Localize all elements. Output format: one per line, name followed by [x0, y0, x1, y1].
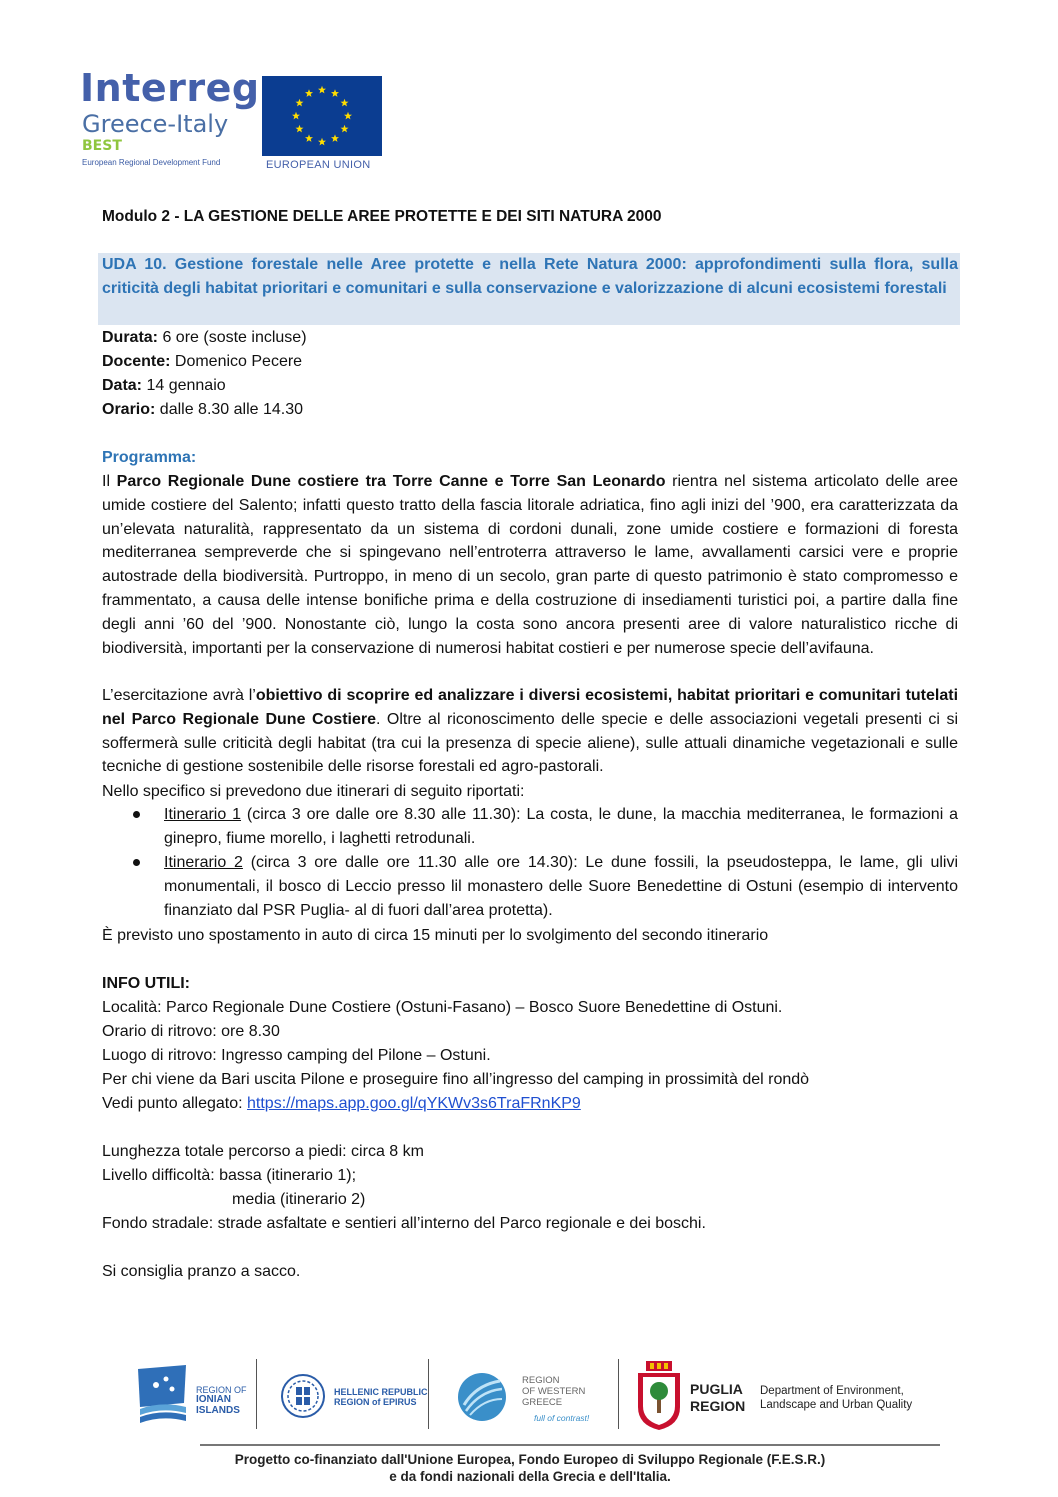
info-lunghezza: Lunghezza totale percorso a piedi: circa 8 km	[102, 1143, 424, 1160]
bullet-icon	[133, 859, 140, 866]
bullet-icon	[133, 811, 140, 818]
p2-prefix: L’esercitazione avrà l’	[102, 687, 256, 704]
orario-line	[102, 398, 303, 422]
docente-line	[102, 350, 302, 374]
ionian-label-1: REGION OF	[196, 1385, 247, 1395]
itinerari-list	[102, 803, 958, 923]
itinerary-name: Itinerario 2	[164, 854, 243, 871]
uda-title: UDA 10. Gestione forestale nelle Aree protette e nella Rete Natura 2000: approfondimenti sulla flora, sulla criticità degli habitat prioritari e comunitari e sulla conservazione e valorizzazione di alcuni ecosistemi forestali	[102, 256, 958, 297]
ionian-label-2: IONIAN	[196, 1394, 231, 1405]
puglia-label-2: REGION	[690, 1398, 746, 1414]
durata-line	[102, 326, 307, 350]
info-difficolta-1: Livello difficoltà: bassa (itinerario 1);	[102, 1167, 357, 1184]
footer-rule	[200, 1444, 940, 1446]
hellenic-emblem-icon	[280, 1373, 326, 1419]
module-title: Modulo 2 - LA GESTIONE DELLE AREE PROTETTE E DEI SITI NATURA 2000	[102, 208, 662, 225]
wgreece-label-1: REGION	[522, 1375, 560, 1386]
puglia-label-1: PUGLIA	[690, 1381, 743, 1397]
orario-label: Orario:	[102, 401, 156, 418]
epirus-label-2: REGION of EPIRUS	[334, 1397, 417, 1407]
programma-title: Programma:	[102, 449, 197, 466]
durata-label: Durata:	[102, 329, 159, 346]
interreg-wordmark: Interreg	[80, 66, 260, 110]
maps-link[interactable]: https://maps.app.goo.gl/qYKWv3s6TraFRnKP9	[247, 1095, 581, 1112]
wgreece-label-3: GREECE	[522, 1397, 563, 1408]
list-item	[102, 851, 958, 923]
footer-note	[150, 1451, 910, 1485]
western-greece-icon	[456, 1371, 508, 1423]
wgreece-tagline: full of contrast!	[534, 1413, 590, 1423]
orario-value: dalle 8.30 alle 14.30	[155, 401, 304, 418]
p2-objective: obiettivo di scoprire ed analizzare i diversi ecosistemi, habitat prioritari e comunitari tutelati nel Parco Regionale Dune Costiere	[102, 687, 959, 728]
programma-paragraph-1	[102, 470, 958, 660]
best-wordmark: BEST	[82, 138, 122, 154]
info-localita: Località: Parco Regionale Dune Costiere (Ostuni-Fasano) – Bosco Suore Benedettine di Ostuni.	[102, 999, 783, 1016]
programma-paragraph-2	[102, 684, 958, 779]
puglia-coat-of-arms-icon	[636, 1361, 682, 1431]
durata-value: 6 ore (soste incluse)	[158, 329, 307, 346]
footer-divider	[256, 1359, 257, 1429]
programma-paragraph-3: Nello specifico si prevedono due itinerari di seguito riportati:	[102, 783, 525, 800]
greece-italy-wordmark: Greece-Italy	[82, 110, 229, 138]
eu-label: EUROPEAN UNION	[266, 159, 371, 171]
docente-label: Docente:	[102, 353, 171, 370]
p1-body: rientra nel sistema articolato delle aree umide costiere del Salento; infatti questo tratto della fascia litorale adriatica, fino agli inizi del ’900, era caratterizzata da un’elevata naturalità, rappresentato da un sistema di cordoni dunali, zone umide costiere e formazioni di foresta mediterranea sempreverde che si spingevano nell’entroterra attraverso le lame, avvallamenti carsici vere e proprie autostrade della biodiversità. Purtroppo, in meno di un secolo, gran parte di questo patrimonio è stato compromesso e frammentato, a causa delle intense bonifiche prima e della costruzione di insediamenti turistici poi, a partire dalla fine degli anni ’60 del ’900. Nonostante ciò, lungo la costa sono ancora presenti aree di valore naturalistico ricche di biodiversità, importanti per la conservazione di numerosi habitat costieri e per numerose specie dell’avifauna.	[102, 473, 959, 657]
p1-prefix: Il	[102, 473, 117, 490]
itinerary-time: (circa 3 ore dalle ore 8.30 alle 11.30)	[241, 806, 517, 823]
data-value: 14 gennaio	[142, 377, 226, 394]
dept-label-2: Landscape and Urban Quality	[760, 1399, 913, 1411]
itinerary-time: (circa 3 ore dalle ore 11.30 alle ore 14.30)	[242, 854, 574, 871]
ionian-label-3: ISLANDS	[196, 1405, 240, 1416]
data-label: Data:	[102, 377, 143, 394]
info-pranzo: Si consiglia pranzo a sacco.	[102, 1263, 301, 1280]
itinerary-desc: : Le dune fossili, la pseudosteppa, le lame, gli ulivi monumentali, il bosco di Leccio presso lil monastero delle Suore Benedettine di Ostuni (esempio di intervento finanziato dal PSR Puglia- al di fuori dall’area protetta).	[164, 854, 959, 919]
footer-divider	[618, 1359, 619, 1429]
p2-body: . Oltre al riconoscimento delle specie e delle associazioni vegetali presenti ci si soffermerà sulle criticità degli habitat (tra cui la presenza di specie aliene), sulle attuali dinamiche vegetazionali e sulle tecniche di gestione sostenibile delle risorse forestali ed agro-pastorali.	[102, 710, 958, 776]
p1-park-name: Parco Regionale Dune costiere tra Torre Canne e Torre San Leonardo	[116, 473, 666, 490]
itinerary-name: Itinerario 1	[164, 806, 242, 823]
info-fondo: Fondo stradale: strade asfaltate e sentieri all’interno del Parco regionale e dei boschi.	[102, 1215, 706, 1232]
epirus-label-1: HELLENIC REPUBLIC	[334, 1387, 428, 1397]
info-punto-line	[102, 1092, 581, 1116]
data-line	[102, 374, 226, 398]
partner-logos	[130, 1355, 940, 1440]
list-item	[102, 803, 958, 851]
wgreece-label-2: OF WESTERN	[522, 1386, 586, 1397]
punto-label: Vedi punto allegato:	[102, 1095, 248, 1112]
info-ritrovo-luogo: Luogo di ritrovo: Ingresso camping del Pilone – Ostuni.	[102, 1047, 491, 1064]
info-bari: Per chi viene da Bari uscita Pilone e proseguire fino all’ingresso del camping in prossimità del rondò	[102, 1071, 810, 1088]
dept-label-1: Department of Environment,	[760, 1385, 904, 1397]
erdf-label: European Regional Development Fund	[82, 158, 221, 167]
programma-paragraph-4: È previsto uno spostamento in auto di circa 15 minuti per lo svolgimento del secondo itinerario	[102, 927, 769, 944]
footer-note-line-1: Progetto co-finanziato dall'Unione Europea, Fondo Europeo di Sviluppo Regionale (F.E.S.R.)	[234, 1452, 826, 1467]
itinerary-desc: : La costa, le dune, la macchia mediterranea, le formazioni a ginepro, fiume morello, i laghetti retrodunali.	[164, 806, 959, 847]
footer-note-line-2: e da fondi nazionali della Grecia e dell'Italia.	[389, 1469, 671, 1484]
info-title: INFO UTILI:	[102, 975, 190, 992]
info-difficolta-2: media (itinerario 2)	[232, 1191, 366, 1208]
info-ritrovo-orario: Orario di ritrovo: ore 8.30	[102, 1023, 280, 1040]
uda-box	[98, 253, 960, 325]
interreg-logo	[80, 66, 400, 176]
ionian-islands-icon	[136, 1363, 188, 1427]
eu-flag-icon	[262, 76, 382, 156]
docente-value: Domenico Pecere	[170, 353, 303, 370]
footer-divider	[428, 1359, 429, 1429]
